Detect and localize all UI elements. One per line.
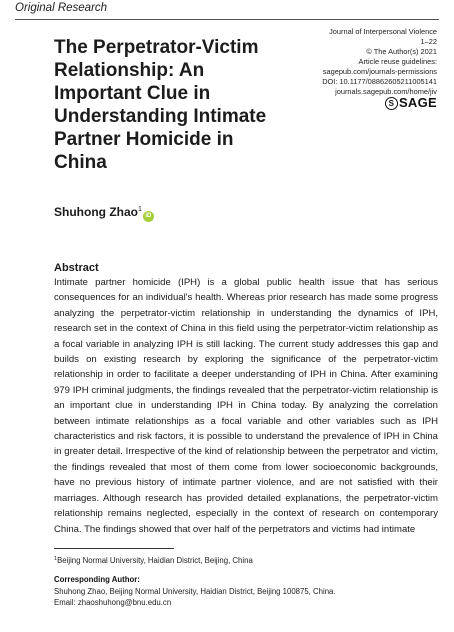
publisher-name: SAGE <box>398 95 437 110</box>
footnote-affiliation <box>54 556 253 565</box>
corresponding-author-heading: Corresponding Author: <box>54 575 140 584</box>
sage-emblem-icon: S <box>385 97 398 110</box>
sage-logo <box>385 95 437 110</box>
reuse-label: Article reuse guidelines: <box>358 57 437 66</box>
page-range: 1–22 <box>420 37 437 46</box>
abstract-heading: Abstract <box>54 262 99 274</box>
journal-link[interactable]: journals.sagepub.com/home/jiv <box>335 87 437 96</box>
email-link[interactable]: zhaoshuhong@bnu.edu.cn <box>77 598 172 607</box>
header-rule <box>15 19 439 20</box>
email-label: Email: <box>54 598 76 607</box>
footnote-rule <box>54 548 174 549</box>
affiliation-text: Beijing Normal University, Haidian District, Beijing, China <box>57 556 253 565</box>
affiliation-marker: 1 <box>137 206 142 213</box>
author-line <box>54 205 154 222</box>
section-label: Original Research <box>15 2 108 14</box>
article-title: The Perpetrator-Victim Relationship: An Important Clue in Understanding Intimate Partner Homicide in China <box>54 37 267 173</box>
footnote-marker: 1 <box>54 556 58 562</box>
corresponding-email-line <box>54 598 171 607</box>
journal-info-block <box>262 27 437 97</box>
doi[interactable]: DOI: 10.1177/08862605211005141 <box>322 77 437 86</box>
abstract-text: Intimate partner homicide (IPH) is a global public health issue that has serious consequences for an individual's health. Whereas prior research has made some progress analyzing the perpetrator-victim relationship in understanding the dynamics of IPH, research set in the context of China in this field using the perpetrator-victim relationship as a focal variable in analyzing IPH is still lacking. The current study addresses this gap and builds on existing research by exploring the significance of the perpetrator-victim relationship in order to facilitate a deeper understanding of IPH in China. After examining 979 IPH criminal judgments, the findings revealed that the perpetrator-victim relationship is an important clue in understanding IPH in China today. By analyzing the correlation between intimate relationships as a focal variable and other variables such as IPH characteristics and risk factors, it is possible to understand the prevalence of IPH in China in greater detail. Irrespective of the kind of relationship between the perpetrator and victim, the findings revealed that most of them come from lower socioeconomic backgrounds, have no previous history of intimate partner violence, and are not satisfied with their marriages. Although research has provided detailed explanations, the perpetrator-victim relationship remains neglected, especially in the context of research on contemporary China. The findings showed that over half of the perpetrators and victims had intimate <box>54 277 438 535</box>
author-name: Shuhong Zhao <box>54 205 138 219</box>
copyright: © The Author(s) 2021 <box>366 47 437 56</box>
orcid-icon[interactable]: iD <box>143 211 154 222</box>
reuse-link[interactable]: sagepub.com/journals-permissions <box>322 67 437 76</box>
journal-name: Journal of Interpersonal Violence <box>329 27 437 36</box>
corresponding-address: Shuhong Zhao, Beijing Normal University, Haidian District, Beijing 100875, China. <box>54 587 336 596</box>
